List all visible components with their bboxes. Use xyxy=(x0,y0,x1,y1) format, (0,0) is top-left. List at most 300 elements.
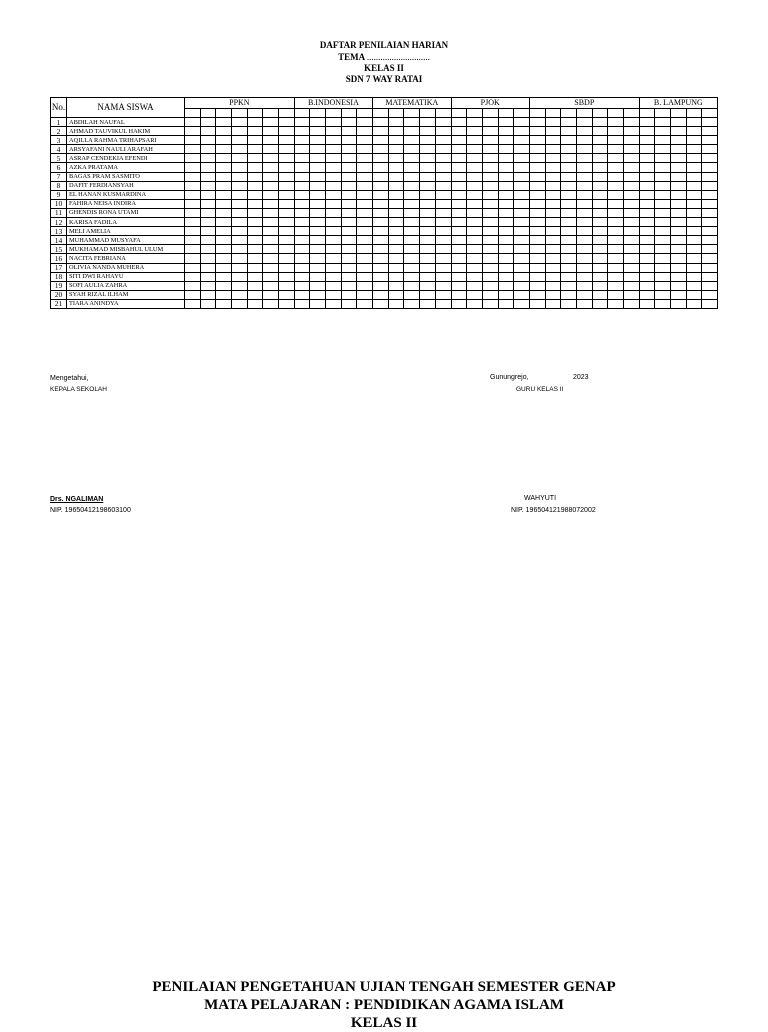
score-cell[interactable] xyxy=(561,145,577,154)
score-cell[interactable] xyxy=(404,190,420,199)
score-cell[interactable] xyxy=(373,118,389,127)
score-cell[interactable] xyxy=(404,254,420,263)
score-cell[interactable] xyxy=(263,199,279,208)
score-cell[interactable] xyxy=(373,154,389,163)
score-cell[interactable] xyxy=(263,181,279,190)
score-cell[interactable] xyxy=(623,245,639,254)
score-cell[interactable] xyxy=(514,208,530,217)
score-cell[interactable] xyxy=(529,290,545,299)
score-cell[interactable] xyxy=(404,245,420,254)
score-cell[interactable] xyxy=(310,127,326,136)
score-cell[interactable] xyxy=(686,190,702,199)
score-cell[interactable] xyxy=(404,118,420,127)
score-cell[interactable] xyxy=(232,127,248,136)
score-cell[interactable] xyxy=(326,136,342,145)
score-cell[interactable] xyxy=(576,154,592,163)
score-cell[interactable] xyxy=(279,254,295,263)
score-cell[interactable] xyxy=(200,208,216,217)
score-cell[interactable] xyxy=(655,118,671,127)
score-cell[interactable] xyxy=(388,199,404,208)
score-cell[interactable] xyxy=(310,272,326,281)
score-cell[interactable] xyxy=(498,236,514,245)
score-cell[interactable] xyxy=(263,254,279,263)
score-cell[interactable] xyxy=(482,290,498,299)
score-cell[interactable] xyxy=(357,172,373,181)
score-cell[interactable] xyxy=(702,163,718,172)
score-cell[interactable] xyxy=(670,254,686,263)
score-cell[interactable] xyxy=(686,281,702,290)
score-cell[interactable] xyxy=(435,254,451,263)
score-cell[interactable] xyxy=(247,245,263,254)
score-cell[interactable] xyxy=(357,208,373,217)
score-cell[interactable] xyxy=(404,163,420,172)
score-cell[interactable] xyxy=(670,181,686,190)
score-cell[interactable] xyxy=(655,199,671,208)
score-cell[interactable] xyxy=(232,263,248,272)
score-cell[interactable] xyxy=(435,208,451,217)
score-cell[interactable] xyxy=(216,199,232,208)
score-cell[interactable] xyxy=(702,236,718,245)
score-cell[interactable] xyxy=(498,254,514,263)
score-cell[interactable] xyxy=(373,136,389,145)
score-cell[interactable] xyxy=(357,199,373,208)
score-cell[interactable] xyxy=(467,118,483,127)
score-cell[interactable] xyxy=(639,254,655,263)
score-cell[interactable] xyxy=(420,118,436,127)
score-cell[interactable] xyxy=(467,236,483,245)
score-cell[interactable] xyxy=(200,245,216,254)
score-cell[interactable] xyxy=(576,227,592,236)
score-cell[interactable] xyxy=(545,227,561,236)
score-cell[interactable] xyxy=(185,127,201,136)
score-cell[interactable] xyxy=(514,181,530,190)
score-cell[interactable] xyxy=(263,236,279,245)
score-cell[interactable] xyxy=(404,145,420,154)
score-cell[interactable] xyxy=(639,172,655,181)
score-cell[interactable] xyxy=(341,154,357,163)
score-cell[interactable] xyxy=(341,254,357,263)
score-cell[interactable] xyxy=(435,118,451,127)
score-cell[interactable] xyxy=(670,263,686,272)
score-cell[interactable] xyxy=(451,199,467,208)
score-cell[interactable] xyxy=(467,299,483,308)
score-cell[interactable] xyxy=(576,290,592,299)
score-cell[interactable] xyxy=(420,136,436,145)
score-cell[interactable] xyxy=(467,127,483,136)
score-cell[interactable] xyxy=(310,208,326,217)
score-cell[interactable] xyxy=(529,181,545,190)
score-cell[interactable] xyxy=(639,299,655,308)
score-cell[interactable] xyxy=(341,118,357,127)
score-cell[interactable] xyxy=(482,218,498,227)
score-cell[interactable] xyxy=(623,290,639,299)
score-cell[interactable] xyxy=(420,127,436,136)
score-cell[interactable] xyxy=(247,181,263,190)
score-cell[interactable] xyxy=(686,299,702,308)
score-cell[interactable] xyxy=(702,118,718,127)
score-cell[interactable] xyxy=(482,154,498,163)
score-cell[interactable] xyxy=(420,281,436,290)
score-cell[interactable] xyxy=(592,154,608,163)
score-cell[interactable] xyxy=(670,218,686,227)
score-cell[interactable] xyxy=(514,299,530,308)
score-cell[interactable] xyxy=(545,172,561,181)
score-cell[interactable] xyxy=(373,245,389,254)
score-cell[interactable] xyxy=(702,218,718,227)
score-cell[interactable] xyxy=(420,227,436,236)
score-cell[interactable] xyxy=(686,245,702,254)
score-cell[interactable] xyxy=(435,172,451,181)
score-cell[interactable] xyxy=(514,136,530,145)
score-cell[interactable] xyxy=(482,127,498,136)
score-cell[interactable] xyxy=(279,127,295,136)
score-cell[interactable] xyxy=(561,190,577,199)
score-cell[interactable] xyxy=(514,163,530,172)
score-cell[interactable] xyxy=(482,281,498,290)
score-cell[interactable] xyxy=(279,218,295,227)
score-cell[interactable] xyxy=(639,218,655,227)
score-cell[interactable] xyxy=(200,190,216,199)
score-cell[interactable] xyxy=(529,199,545,208)
score-cell[interactable] xyxy=(373,208,389,217)
score-cell[interactable] xyxy=(702,290,718,299)
score-cell[interactable] xyxy=(702,263,718,272)
score-cell[interactable] xyxy=(373,290,389,299)
score-cell[interactable] xyxy=(451,290,467,299)
score-cell[interactable] xyxy=(451,299,467,308)
score-cell[interactable] xyxy=(279,145,295,154)
score-cell[interactable] xyxy=(279,208,295,217)
score-cell[interactable] xyxy=(561,254,577,263)
score-cell[interactable] xyxy=(232,199,248,208)
score-cell[interactable] xyxy=(420,163,436,172)
score-cell[interactable] xyxy=(232,299,248,308)
score-cell[interactable] xyxy=(545,236,561,245)
score-cell[interactable] xyxy=(216,181,232,190)
score-cell[interactable] xyxy=(529,299,545,308)
score-cell[interactable] xyxy=(247,227,263,236)
score-cell[interactable] xyxy=(498,272,514,281)
score-cell[interactable] xyxy=(639,136,655,145)
score-cell[interactable] xyxy=(623,190,639,199)
score-cell[interactable] xyxy=(216,281,232,290)
score-cell[interactable] xyxy=(451,163,467,172)
score-cell[interactable] xyxy=(232,136,248,145)
score-cell[interactable] xyxy=(200,181,216,190)
score-cell[interactable] xyxy=(326,236,342,245)
score-cell[interactable] xyxy=(482,172,498,181)
score-cell[interactable] xyxy=(247,236,263,245)
score-cell[interactable] xyxy=(435,145,451,154)
score-cell[interactable] xyxy=(670,127,686,136)
score-cell[interactable] xyxy=(482,199,498,208)
score-cell[interactable] xyxy=(498,181,514,190)
score-cell[interactable] xyxy=(420,145,436,154)
score-cell[interactable] xyxy=(592,218,608,227)
score-cell[interactable] xyxy=(686,163,702,172)
score-cell[interactable] xyxy=(561,236,577,245)
score-cell[interactable] xyxy=(639,118,655,127)
score-cell[interactable] xyxy=(545,290,561,299)
score-cell[interactable] xyxy=(232,290,248,299)
score-cell[interactable] xyxy=(404,154,420,163)
score-cell[interactable] xyxy=(529,118,545,127)
score-cell[interactable] xyxy=(341,263,357,272)
score-cell[interactable] xyxy=(341,281,357,290)
score-cell[interactable] xyxy=(498,199,514,208)
score-cell[interactable] xyxy=(608,218,624,227)
score-cell[interactable] xyxy=(388,208,404,217)
score-cell[interactable] xyxy=(216,290,232,299)
score-cell[interactable] xyxy=(263,145,279,154)
score-cell[interactable] xyxy=(420,190,436,199)
score-cell[interactable] xyxy=(185,190,201,199)
score-cell[interactable] xyxy=(482,163,498,172)
score-cell[interactable] xyxy=(232,118,248,127)
score-cell[interactable] xyxy=(357,145,373,154)
score-cell[interactable] xyxy=(326,281,342,290)
score-cell[interactable] xyxy=(200,172,216,181)
score-cell[interactable] xyxy=(341,199,357,208)
score-cell[interactable] xyxy=(529,272,545,281)
score-cell[interactable] xyxy=(185,254,201,263)
score-cell[interactable] xyxy=(341,227,357,236)
score-cell[interactable] xyxy=(623,127,639,136)
score-cell[interactable] xyxy=(498,299,514,308)
score-cell[interactable] xyxy=(420,181,436,190)
score-cell[interactable] xyxy=(686,118,702,127)
score-cell[interactable] xyxy=(670,236,686,245)
score-cell[interactable] xyxy=(247,190,263,199)
score-cell[interactable] xyxy=(185,236,201,245)
score-cell[interactable] xyxy=(404,227,420,236)
score-cell[interactable] xyxy=(420,299,436,308)
score-cell[interactable] xyxy=(545,145,561,154)
score-cell[interactable] xyxy=(592,272,608,281)
score-cell[interactable] xyxy=(514,281,530,290)
score-cell[interactable] xyxy=(576,181,592,190)
score-cell[interactable] xyxy=(670,227,686,236)
score-cell[interactable] xyxy=(686,181,702,190)
score-cell[interactable] xyxy=(200,218,216,227)
score-cell[interactable] xyxy=(388,263,404,272)
score-cell[interactable] xyxy=(294,136,310,145)
score-cell[interactable] xyxy=(294,172,310,181)
score-cell[interactable] xyxy=(545,218,561,227)
score-cell[interactable] xyxy=(373,299,389,308)
score-cell[interactable] xyxy=(702,136,718,145)
score-cell[interactable] xyxy=(294,299,310,308)
score-cell[interactable] xyxy=(623,281,639,290)
score-cell[interactable] xyxy=(310,299,326,308)
score-cell[interactable] xyxy=(404,181,420,190)
score-cell[interactable] xyxy=(639,227,655,236)
score-cell[interactable] xyxy=(670,272,686,281)
score-cell[interactable] xyxy=(670,199,686,208)
score-cell[interactable] xyxy=(435,218,451,227)
score-cell[interactable] xyxy=(623,181,639,190)
score-cell[interactable] xyxy=(623,208,639,217)
score-cell[interactable] xyxy=(467,245,483,254)
score-cell[interactable] xyxy=(357,190,373,199)
score-cell[interactable] xyxy=(529,136,545,145)
score-cell[interactable] xyxy=(388,281,404,290)
score-cell[interactable] xyxy=(529,245,545,254)
score-cell[interactable] xyxy=(514,172,530,181)
score-cell[interactable] xyxy=(420,199,436,208)
score-cell[interactable] xyxy=(310,154,326,163)
score-cell[interactable] xyxy=(467,208,483,217)
score-cell[interactable] xyxy=(185,118,201,127)
score-cell[interactable] xyxy=(263,245,279,254)
score-cell[interactable] xyxy=(294,127,310,136)
score-cell[interactable] xyxy=(545,245,561,254)
score-cell[interactable] xyxy=(326,154,342,163)
score-cell[interactable] xyxy=(670,145,686,154)
score-cell[interactable] xyxy=(498,154,514,163)
score-cell[interactable] xyxy=(498,190,514,199)
score-cell[interactable] xyxy=(545,299,561,308)
score-cell[interactable] xyxy=(185,136,201,145)
score-cell[interactable] xyxy=(467,218,483,227)
score-cell[interactable] xyxy=(185,172,201,181)
score-cell[interactable] xyxy=(655,218,671,227)
score-cell[interactable] xyxy=(294,290,310,299)
score-cell[interactable] xyxy=(326,218,342,227)
score-cell[interactable] xyxy=(655,254,671,263)
score-cell[interactable] xyxy=(388,145,404,154)
score-cell[interactable] xyxy=(545,118,561,127)
score-cell[interactable] xyxy=(247,254,263,263)
score-cell[interactable] xyxy=(576,272,592,281)
score-cell[interactable] xyxy=(561,263,577,272)
score-cell[interactable] xyxy=(388,181,404,190)
score-cell[interactable] xyxy=(185,227,201,236)
score-cell[interactable] xyxy=(357,299,373,308)
score-cell[interactable] xyxy=(435,236,451,245)
score-cell[interactable] xyxy=(216,145,232,154)
score-cell[interactable] xyxy=(529,127,545,136)
score-cell[interactable] xyxy=(388,236,404,245)
score-cell[interactable] xyxy=(514,236,530,245)
score-cell[interactable] xyxy=(514,145,530,154)
score-cell[interactable] xyxy=(545,199,561,208)
score-cell[interactable] xyxy=(294,227,310,236)
score-cell[interactable] xyxy=(232,208,248,217)
score-cell[interactable] xyxy=(545,272,561,281)
score-cell[interactable] xyxy=(341,145,357,154)
score-cell[interactable] xyxy=(498,290,514,299)
score-cell[interactable] xyxy=(263,208,279,217)
score-cell[interactable] xyxy=(482,208,498,217)
score-cell[interactable] xyxy=(545,208,561,217)
score-cell[interactable] xyxy=(545,263,561,272)
score-cell[interactable] xyxy=(373,281,389,290)
score-cell[interactable] xyxy=(326,245,342,254)
score-cell[interactable] xyxy=(467,281,483,290)
score-cell[interactable] xyxy=(388,299,404,308)
score-cell[interactable] xyxy=(655,236,671,245)
score-cell[interactable] xyxy=(670,290,686,299)
score-cell[interactable] xyxy=(576,218,592,227)
score-cell[interactable] xyxy=(388,290,404,299)
score-cell[interactable] xyxy=(576,172,592,181)
score-cell[interactable] xyxy=(341,245,357,254)
score-cell[interactable] xyxy=(576,236,592,245)
score-cell[interactable] xyxy=(294,236,310,245)
score-cell[interactable] xyxy=(247,136,263,145)
score-cell[interactable] xyxy=(623,236,639,245)
score-cell[interactable] xyxy=(279,172,295,181)
score-cell[interactable] xyxy=(294,145,310,154)
score-cell[interactable] xyxy=(263,163,279,172)
score-cell[interactable] xyxy=(702,272,718,281)
score-cell[interactable] xyxy=(451,281,467,290)
score-cell[interactable] xyxy=(200,236,216,245)
score-cell[interactable] xyxy=(529,163,545,172)
score-cell[interactable] xyxy=(420,254,436,263)
score-cell[interactable] xyxy=(388,272,404,281)
score-cell[interactable] xyxy=(451,263,467,272)
score-cell[interactable] xyxy=(357,236,373,245)
score-cell[interactable] xyxy=(608,154,624,163)
score-cell[interactable] xyxy=(608,145,624,154)
score-cell[interactable] xyxy=(216,218,232,227)
score-cell[interactable] xyxy=(623,199,639,208)
score-cell[interactable] xyxy=(341,172,357,181)
score-cell[interactable] xyxy=(373,236,389,245)
score-cell[interactable] xyxy=(247,263,263,272)
score-cell[interactable] xyxy=(529,172,545,181)
score-cell[interactable] xyxy=(263,190,279,199)
score-cell[interactable] xyxy=(467,190,483,199)
score-cell[interactable] xyxy=(247,272,263,281)
score-cell[interactable] xyxy=(592,290,608,299)
score-cell[interactable] xyxy=(639,208,655,217)
score-cell[interactable] xyxy=(279,245,295,254)
score-cell[interactable] xyxy=(686,218,702,227)
score-cell[interactable] xyxy=(482,236,498,245)
score-cell[interactable] xyxy=(357,272,373,281)
score-cell[interactable] xyxy=(357,254,373,263)
score-cell[interactable] xyxy=(388,190,404,199)
score-cell[interactable] xyxy=(216,254,232,263)
score-cell[interactable] xyxy=(592,136,608,145)
score-cell[interactable] xyxy=(357,281,373,290)
score-cell[interactable] xyxy=(514,245,530,254)
score-cell[interactable] xyxy=(247,299,263,308)
score-cell[interactable] xyxy=(514,190,530,199)
score-cell[interactable] xyxy=(467,163,483,172)
score-cell[interactable] xyxy=(655,163,671,172)
score-cell[interactable] xyxy=(670,118,686,127)
score-cell[interactable] xyxy=(561,118,577,127)
score-cell[interactable] xyxy=(545,181,561,190)
score-cell[interactable] xyxy=(608,254,624,263)
score-cell[interactable] xyxy=(655,181,671,190)
score-cell[interactable] xyxy=(639,181,655,190)
score-cell[interactable] xyxy=(388,154,404,163)
score-cell[interactable] xyxy=(608,190,624,199)
score-cell[interactable] xyxy=(310,236,326,245)
score-cell[interactable] xyxy=(608,290,624,299)
score-cell[interactable] xyxy=(216,127,232,136)
score-cell[interactable] xyxy=(639,127,655,136)
score-cell[interactable] xyxy=(623,218,639,227)
score-cell[interactable] xyxy=(561,199,577,208)
score-cell[interactable] xyxy=(373,272,389,281)
score-cell[interactable] xyxy=(357,227,373,236)
